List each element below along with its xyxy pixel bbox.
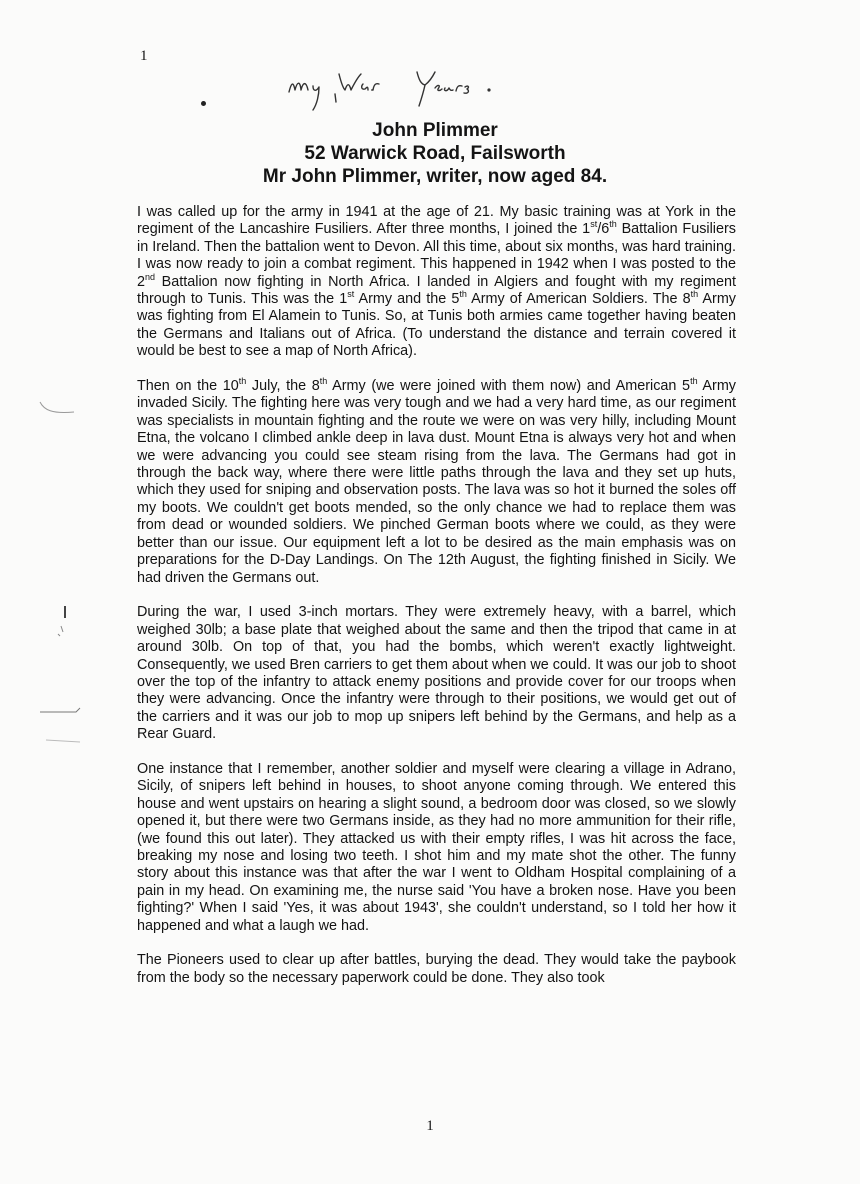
author-name: John Plimmer xyxy=(372,120,498,141)
margin-mark xyxy=(36,700,86,750)
margin-mark xyxy=(30,400,80,420)
paragraph-2: Then on the 10th July, the 8th Army (we were joined with them now) and American 5th Army invaded Sicily. The fighting here was very tough and we had a very hard time, as our regiment was specialists in mountain fighting and the route we were on was very hilly, including Mount Etna, the volcano I climbed ankle deep in lava dust. Mount Etna is always very hot and when we were advancing you could see steam rising from the lava. The Germans had got in through the back way, where there were little paths through the lava and they set up huts, which they used for sniping and observation posts. The lava was so hot it burned the soles off my boots. We couldn't get boots mended, so the only chance we had to replace them was from dead or wounded soldiers. We pinched German boots where we could, as they were better than our issue. Our equipment left a lot to be desired as the main emphasis was on preparations for the D-Day Landings. On The 12th August, the fighting finished in Sicily. We had driven the Germans out. xyxy=(137,376,737,586)
body-text xyxy=(137,204,736,987)
handwritten-title xyxy=(275,60,535,120)
document-header xyxy=(120,119,750,188)
author-address: 52 Warwick Road, Failsworth xyxy=(304,143,566,164)
paragraph-5: The Pioneers used to clear up after battles, burying the dead. They would take the paybook from the body so the necessary paperwork could be done. They also took xyxy=(137,952,736,986)
author-byline: Mr John Plimmer, writer, now aged 84. xyxy=(262,166,608,187)
page-footer-number: 1 xyxy=(426,1118,434,1134)
page-corner-number: 1 xyxy=(140,48,148,64)
ink-dot xyxy=(201,101,206,106)
margin-mark xyxy=(52,604,72,640)
paragraph-1: I was called up for the army in 1941 at the age of 21. My basic training was at York in the regiment of the Lancashire Fusiliers. After three months, I joined the 1st/6th Battalion Fusiliers in Ireland. Then the battalion went to Devon. All this time, about six months, was hard training. I was now ready to join a combat regiment. This happened in 1942 when I was posted to the 2nd Battalion now fighting in North Africa. I landed in Algiers and fought with my regiment through to Tunis. This was the 1st Army and the 5th Army of American Soldiers. The 8th Army was fighting from El Alamein to Tunis. So, at Tunis both armies came together having beaten the Germans and Italians out of Africa. (To understand the distance and terrain covered it would be best to see a map of North Africa). xyxy=(137,204,736,360)
paragraph-3: During the war, I used 3-inch mortars. They were extremely heavy, with a barrel, which weighed 30lb; a base plate that weighed about the same and then the tripod that came in at around 30lb. On top of that, you had the bombs, which weren't exactly lightweight. Consequently, we used Bren carriers to get them about when we could. It was our job to shoot over the top of the infantry to attack enemy positions and provide cover for our troops when they were advancing. Once the infantry were through to their positions, we would get out of the carriers and it was our job to mop up snipers left behind by the Germans, and help as a Rear Guard. xyxy=(137,604,736,743)
paragraph-4: One instance that I remember, another soldier and myself were clearing a village in Adrano, Sicily, of snipers left behind in houses, to shoot anyone coming through. We entered this house and went upstairs on hearing a slight sound, a bedroom door was closed, so we slowly opened it, but there were two Germans inside, as they had no more ammunition for their rifle, (we found this out later). They attacked us with their empty rifles, I was hit across the face, breaking my nose and losing two teeth. I shot him and my mate shot the other. The funny story about this instance was that after the war I went to Oldham Hospital complaining of a pain in my head. On examining me, the nurse said 'You have a broken nose. Have you been fighting?' When I said 'Yes, it was about 1943', she couldn't understand, so I told her how it happened and what a laugh we had. xyxy=(137,760,736,934)
